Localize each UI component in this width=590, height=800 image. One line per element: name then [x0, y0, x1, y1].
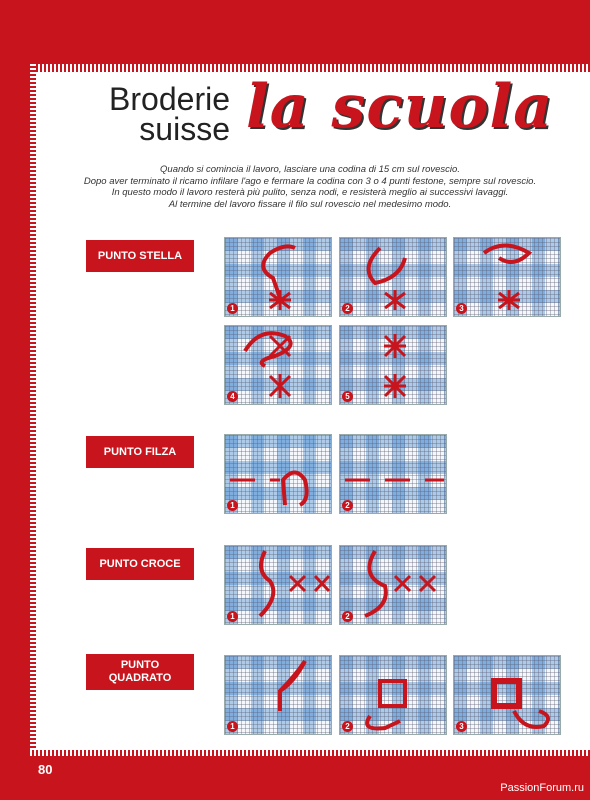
step-image: [224, 434, 332, 514]
title-line: suisse: [139, 111, 230, 147]
page-number: 80: [38, 762, 53, 777]
step-number: 1: [227, 500, 238, 511]
step-number: 1: [227, 721, 238, 732]
step-number: 2: [342, 721, 353, 732]
stitch-illustration: [340, 238, 446, 316]
intro-line: In questo modo il lavoro resterà più pulito, senza nodi, e resisterà meglio ai successivi lavaggi.: [111, 187, 509, 198]
stitch-illustration: [340, 435, 446, 513]
section-label-punto-croce: PUNTO CROCE: [86, 548, 194, 580]
step-number: 3: [456, 303, 467, 314]
section-label-punto-quadrato: [86, 654, 194, 690]
step-number: 3: [456, 721, 467, 732]
intro-line: Al termine del lavoro fissare il filo sul rovescio nel medesimo modo.: [168, 198, 452, 210]
page-edge-bottom: [30, 750, 590, 756]
step-image: [224, 655, 332, 735]
watermark: PassionForum.ru: [500, 782, 584, 794]
intro-line: Dopo aver terminato il ricamo infilare l'ago e fermare la codina con 3 o 4 punti festone, sempre sul rovescio.: [83, 175, 537, 187]
step-number: 2: [342, 611, 353, 622]
step-image: [339, 545, 447, 625]
step-number: 1: [227, 303, 238, 314]
step-number: 2: [342, 303, 353, 314]
intro-line: Quando si comincia il lavoro, lasciare una codina di 15 cm sul rovescio.: [160, 164, 460, 175]
step-image: [339, 237, 447, 317]
step-image: [339, 434, 447, 514]
stitch-illustration: [225, 656, 331, 734]
stitch-illustration: [340, 546, 446, 624]
stitch-illustration: [340, 326, 446, 404]
step-number: 2: [342, 500, 353, 511]
step-number: 4: [227, 391, 238, 402]
step-image: [339, 655, 447, 735]
step-image: [339, 325, 447, 405]
intro-text: [70, 164, 550, 210]
page-edge-left: [30, 64, 36, 750]
stitch-illustration: [225, 238, 331, 316]
stitch-illustration: [225, 435, 331, 513]
section-label-punto-stella: PUNTO STELLA: [86, 240, 194, 272]
section-label-text: PUNTO QUADRATO: [108, 659, 172, 684]
page-edge-top: [30, 64, 590, 72]
stitch-illustration: [340, 656, 446, 734]
step-image: [224, 325, 332, 405]
step-image: [453, 655, 561, 735]
stitch-illustration: [225, 326, 331, 404]
section-label-punto-filza: PUNTO FILZA: [86, 436, 194, 468]
step-image: [224, 545, 332, 625]
step-number: 1: [227, 611, 238, 622]
step-number: 5: [342, 391, 353, 402]
step-image: [224, 237, 332, 317]
stitch-illustration: [454, 238, 560, 316]
title-broderie-suisse: [90, 81, 230, 147]
title-line: Broderie: [109, 81, 230, 117]
step-image: [453, 237, 561, 317]
stitch-illustration: [454, 656, 560, 734]
stitch-illustration: [225, 546, 331, 624]
title-la-scuola: la scuola: [246, 72, 554, 142]
